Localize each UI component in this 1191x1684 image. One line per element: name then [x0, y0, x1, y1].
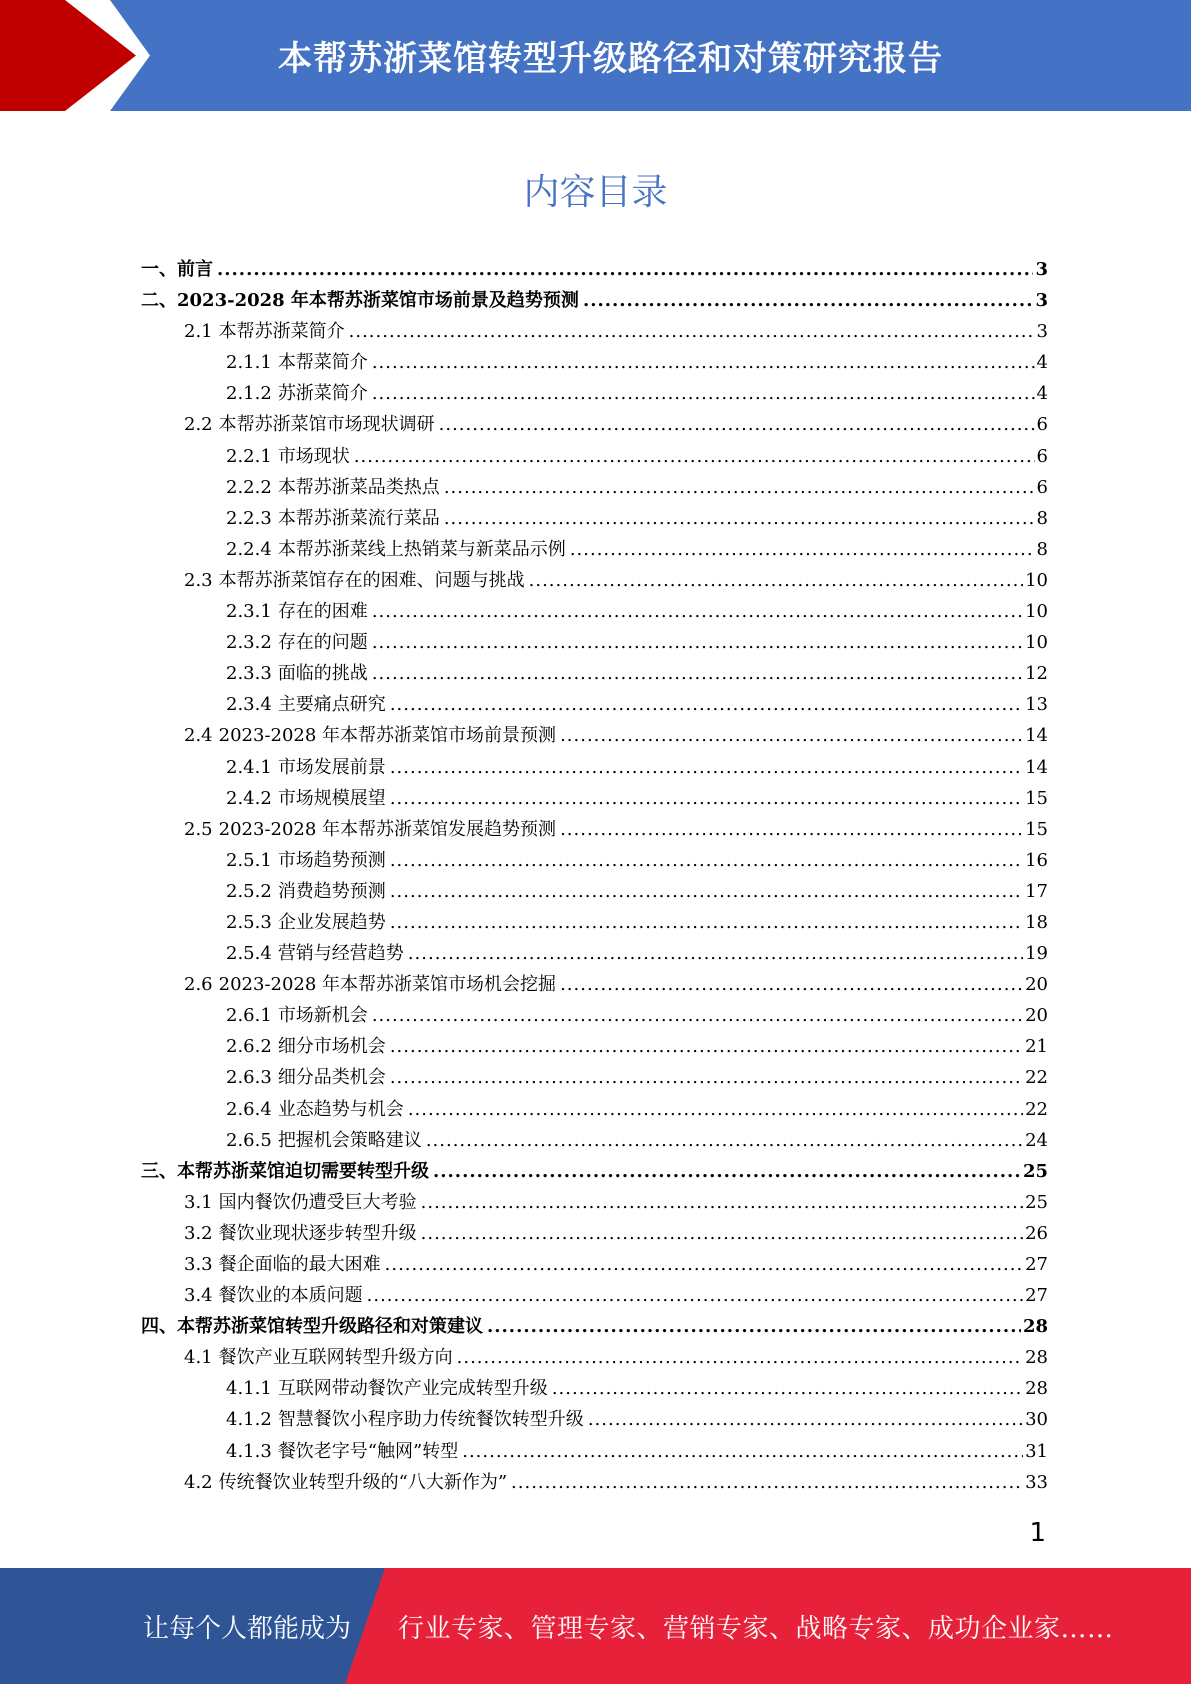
toc-entry-page: 6	[1036, 414, 1048, 436]
toc-entry[interactable]	[141, 658, 1048, 689]
toc-entry-page: 28	[1025, 1347, 1048, 1369]
toc-entry-page: 6	[1036, 445, 1048, 467]
toc-entry-page: 10	[1025, 632, 1048, 654]
toc-entry[interactable]	[141, 907, 1048, 938]
toc-entry-page: 22	[1025, 1067, 1048, 1089]
toc-entry[interactable]	[141, 1062, 1048, 1093]
toc-leader-dots	[552, 1373, 1023, 1404]
toc-entry-page: 6	[1036, 476, 1048, 498]
toc-entry-number: 2.2	[184, 414, 213, 436]
toc-leader-dots	[390, 907, 1023, 938]
toc-entry-number: 2.6.1	[226, 1005, 272, 1027]
toc-leader-dots	[444, 472, 1035, 503]
toc-entry-page: 33	[1025, 1471, 1048, 1493]
toc-leader-dots	[349, 316, 1035, 347]
toc-entry-page: 16	[1025, 849, 1048, 871]
toc-entry-label: 国内餐饮仍遭受巨大考验	[218, 1191, 417, 1213]
toc-entry-number: 2.6.5	[226, 1129, 272, 1151]
toc-entry-label: 传统餐饮业转型升级的“八大新作为”	[218, 1471, 508, 1493]
toc-entry-number: 4.1.3	[226, 1440, 272, 1462]
toc-entry-page: 14	[1025, 725, 1048, 747]
toc-entry-page: 21	[1025, 1036, 1048, 1058]
toc-entry-label: 消费趋势预测	[277, 880, 386, 902]
toc-entry-label: 餐饮老字号“触网”转型	[277, 1440, 459, 1462]
toc-leader-dots	[408, 1094, 1023, 1125]
toc-leader-dots	[439, 409, 1035, 440]
toc-entry-page: 8	[1036, 507, 1048, 529]
toc-entry-number: 4.1	[184, 1347, 213, 1369]
toc-entry-page: 3	[1036, 321, 1048, 343]
toc-leader-dots	[487, 1311, 1021, 1342]
toc-entry[interactable]	[141, 845, 1048, 876]
toc-entry-number: 2.3.4	[226, 694, 272, 716]
toc-leader-dots	[372, 627, 1023, 658]
toc-entry-label: 智慧餐饮小程序助力传统餐饮转型升级	[277, 1409, 584, 1431]
toc-entry-page: 17	[1025, 880, 1048, 902]
toc-leader-dots	[390, 876, 1023, 907]
toc-entry-page: 4	[1036, 383, 1048, 405]
toc-entry-page: 8	[1036, 538, 1048, 560]
toc-entry-number: 2.6.2	[226, 1036, 272, 1058]
toc-entry-label: 业态趋势与机会	[277, 1098, 404, 1120]
toc-entry-number: 2.3.1	[226, 601, 272, 623]
toc-leader-dots	[372, 378, 1035, 409]
toc-entry-label: 细分品类机会	[277, 1067, 386, 1089]
toc-leader-dots	[372, 658, 1023, 689]
toc-leader-dots	[372, 596, 1023, 627]
toc-entry[interactable]	[141, 1218, 1048, 1249]
toc-leader-dots	[588, 1404, 1023, 1435]
toc-entry-number: 2.2.4	[226, 538, 272, 560]
toc-entry[interactable]	[141, 1342, 1048, 1373]
toc-entry[interactable]	[141, 316, 1048, 347]
toc-entry-page: 20	[1025, 1005, 1048, 1027]
toc-entry-label: 三、本帮苏浙菜馆迫切需要转型升级	[141, 1160, 429, 1182]
toc-entry-label: 2023-2028 年本帮苏浙菜馆市场机会挖掘	[218, 974, 557, 996]
toc-entry-number: 2.1.1	[226, 352, 272, 374]
toc-entry[interactable]	[141, 1280, 1048, 1311]
toc-entry[interactable]	[141, 1000, 1048, 1031]
toc-entry-label: 营销与经营趋势	[277, 943, 404, 965]
toc-entry-label: 本帮苏浙菜品类热点	[277, 476, 440, 498]
page-header	[0, 0, 1191, 111]
toc-entry[interactable]	[141, 441, 1048, 472]
toc-leader-dots	[372, 1000, 1023, 1031]
toc-entry-page: 28	[1025, 1378, 1048, 1400]
report-title: 本帮苏浙菜馆转型升级路径和对策研究报告	[278, 39, 943, 79]
red-chevron-decoration	[0, 0, 150, 111]
toc-leader-dots	[560, 969, 1023, 1000]
toc-leader-dots	[408, 938, 1023, 969]
toc-entry-label: 本帮苏浙菜线上热销菜与新菜品示例	[277, 538, 566, 560]
toc-entry-page: 14	[1025, 756, 1048, 778]
toc-entry[interactable]	[141, 285, 1048, 316]
toc-entry-page: 27	[1025, 1254, 1048, 1275]
toc-entry-label: 本帮菜简介	[277, 352, 368, 374]
toc-entry-label: 餐饮业现状逐步转型升级	[218, 1222, 417, 1244]
toc-leader-dots	[583, 285, 1034, 316]
toc-leader-dots	[444, 503, 1035, 534]
toc-entry[interactable]	[141, 1031, 1048, 1062]
toc-entry[interactable]	[141, 1373, 1048, 1404]
toc-leader-dots	[511, 1467, 1023, 1498]
toc-entry-page: 28	[1022, 1316, 1048, 1338]
toc-leader-dots	[457, 1342, 1023, 1373]
toc-entry[interactable]	[141, 254, 1048, 285]
toc-entry-number: 2.5.2	[226, 880, 272, 902]
page-footer	[0, 1568, 1191, 1684]
toc-leader-dots	[354, 441, 1035, 472]
toc-entry-number: 2.4.2	[226, 787, 272, 809]
toc-entry[interactable]	[141, 689, 1048, 720]
toc-entry[interactable]	[141, 565, 1048, 596]
toc-entry-page: 13	[1025, 694, 1048, 716]
toc-entry-label: 存在的问题	[277, 632, 368, 654]
toc-leader-dots	[390, 1062, 1023, 1093]
toc-entry[interactable]	[141, 1125, 1048, 1156]
toc-entry-label: 市场趋势预测	[277, 849, 386, 871]
toc-entry-label: 本帮苏浙菜流行菜品	[277, 507, 440, 529]
toc-entry-page: 15	[1025, 818, 1048, 840]
toc-entry[interactable]	[141, 627, 1048, 658]
toc-entry-label: 企业发展趋势	[277, 911, 386, 933]
toc-entry-number: 2.2.2	[226, 476, 272, 498]
toc-entry[interactable]	[141, 783, 1048, 814]
toc-leader-dots	[217, 254, 1033, 285]
toc-entry-label: 把握机会策略建议	[277, 1129, 422, 1151]
toc-entry-number: 3.3	[184, 1254, 213, 1275]
toc-entry-label: 市场现状	[277, 445, 350, 467]
toc-entry[interactable]	[141, 1094, 1048, 1125]
toc-entry-page: 22	[1025, 1098, 1048, 1120]
toc-entry-number: 3.4	[184, 1285, 213, 1307]
toc-heading: 内容目录	[523, 172, 668, 213]
toc-leader-dots	[372, 347, 1035, 378]
toc-entry-label: 市场发展前景	[277, 756, 386, 778]
toc-entry[interactable]	[141, 1156, 1048, 1187]
toc-entry-label: 餐企面临的最大困难	[218, 1254, 381, 1275]
toc-entry-number: 4.1.2	[226, 1409, 272, 1431]
toc-entry-number: 4.2	[184, 1471, 213, 1493]
toc-entry-number: 2.2.3	[226, 507, 272, 529]
toc-entry[interactable]	[141, 534, 1048, 565]
toc-entry-page: 31	[1025, 1440, 1048, 1462]
toc-entry-label: 细分市场机会	[277, 1036, 386, 1058]
toc-entry-page: 10	[1025, 569, 1048, 591]
toc-entry[interactable]	[141, 1404, 1048, 1435]
toc-entry-page: 3	[1035, 290, 1048, 312]
footer-slogan-right: 行业专家、管理专家、营销专家、战略专家、成功企业家……	[398, 1613, 1114, 1644]
toc-leader-dots	[426, 1125, 1023, 1156]
toc-entry[interactable]	[141, 503, 1048, 534]
toc-leader-dots	[390, 845, 1023, 876]
toc-leader-dots	[570, 534, 1035, 565]
toc-entry-label: 本帮苏浙菜馆存在的困难、问题与挑战	[218, 569, 525, 591]
toc-entry-label: 苏浙菜简介	[277, 383, 368, 405]
toc-entry[interactable]	[141, 596, 1048, 627]
toc-entry[interactable]	[141, 969, 1048, 1000]
toc-entry-label: 主要痛点研究	[277, 694, 386, 716]
toc-entry-number: 2.2.1	[226, 445, 272, 467]
toc-entry-number: 3.2	[184, 1222, 213, 1244]
page-number: 1	[1029, 1518, 1046, 1548]
toc-entry-number: 4.1.1	[226, 1378, 272, 1400]
toc-entry[interactable]	[141, 378, 1048, 409]
toc-entry-page: 30	[1025, 1409, 1048, 1431]
toc-leader-dots	[560, 720, 1023, 751]
toc-entry-number: 2.4	[184, 725, 213, 747]
toc-entry[interactable]	[141, 1467, 1048, 1498]
toc-leader-dots	[421, 1187, 1023, 1218]
toc-entry-number: 2.3	[184, 569, 213, 591]
toc-entry-number: 2.4.1	[226, 756, 272, 778]
toc-entry[interactable]	[141, 1311, 1048, 1342]
toc-entry-page: 15	[1025, 787, 1048, 809]
toc-entry-page: 27	[1025, 1285, 1048, 1307]
toc-entry-number: 2.1	[184, 321, 213, 343]
toc-entry-page: 3	[1035, 259, 1048, 280]
toc-leader-dots	[390, 783, 1023, 814]
toc-entry-label: 面临的挑战	[277, 663, 368, 685]
toc-entry-label: 2023-2028 年本帮苏浙菜馆发展趋势预测	[218, 818, 557, 840]
toc-entry-page: 25	[1025, 1191, 1048, 1213]
toc-entry-page: 24	[1025, 1129, 1048, 1151]
toc-entry[interactable]	[141, 752, 1048, 783]
toc-entry-page: 18	[1025, 911, 1048, 933]
toc-entry-label: 二、2023-2028 年本帮苏浙菜馆市场前景及趋势预测	[141, 290, 579, 312]
toc-entry-number: 2.5	[184, 818, 213, 840]
toc-entry-number: 2.6.3	[226, 1067, 272, 1089]
toc-entry-page: 20	[1025, 974, 1048, 996]
toc-entry-number: 2.3.3	[226, 663, 272, 685]
toc-entry[interactable]	[141, 409, 1048, 440]
toc-leader-dots	[529, 565, 1023, 596]
toc-entry-page: 12	[1025, 663, 1048, 685]
toc-entry-number: 2.1.2	[226, 383, 272, 405]
toc-entry-page: 19	[1025, 943, 1048, 965]
toc-leader-dots	[385, 1249, 1023, 1280]
toc-entry-page: 26	[1025, 1222, 1048, 1244]
toc-entry-label: 餐饮业的本质问题	[218, 1285, 363, 1307]
toc-entry-label: 互联网带动餐饮产业完成转型升级	[277, 1378, 548, 1400]
toc-entry[interactable]	[141, 720, 1048, 751]
toc-leader-dots	[462, 1436, 1023, 1467]
toc-entry-label: 市场规模展望	[277, 787, 386, 809]
toc-entry-label: 本帮苏浙菜简介	[218, 321, 345, 343]
toc-entry-label: 市场新机会	[277, 1005, 368, 1027]
toc-entry-label: 一、前言	[141, 259, 213, 280]
toc-entry-label: 餐饮产业互联网转型升级方向	[218, 1347, 453, 1369]
toc-leader-dots	[560, 814, 1023, 845]
table-of-contents	[141, 254, 1048, 1498]
toc-leader-dots	[421, 1218, 1023, 1249]
toc-leader-dots	[390, 689, 1023, 720]
toc-entry[interactable]	[141, 814, 1048, 845]
toc-entry[interactable]	[141, 876, 1048, 907]
toc-leader-dots	[390, 752, 1023, 783]
toc-entry[interactable]	[141, 1187, 1048, 1218]
toc-entry[interactable]	[141, 1249, 1048, 1280]
toc-entry-number: 2.6.4	[226, 1098, 272, 1120]
footer-slogan-left: 让每个人都能成为	[143, 1613, 352, 1644]
toc-entry[interactable]	[141, 938, 1048, 969]
toc-entry-label: 本帮苏浙菜馆市场现状调研	[218, 414, 435, 436]
toc-entry-page: 4	[1036, 352, 1048, 374]
toc-entry-number: 2.6	[184, 974, 213, 996]
toc-entry-number: 2.5.3	[226, 911, 272, 933]
toc-entry-label: 2023-2028 年本帮苏浙菜馆市场前景预测	[218, 725, 557, 747]
toc-entry-page: 25	[1022, 1160, 1048, 1182]
toc-entry[interactable]	[141, 347, 1048, 378]
toc-entry-number: 3.1	[184, 1191, 213, 1213]
toc-leader-dots	[367, 1280, 1023, 1311]
toc-entry[interactable]	[141, 472, 1048, 503]
toc-entry-label: 存在的困难	[277, 601, 368, 623]
toc-entry-number: 2.3.2	[226, 632, 272, 654]
toc-entry-number: 2.5.4	[226, 943, 272, 965]
toc-entry-page: 10	[1025, 601, 1048, 623]
toc-leader-dots	[433, 1156, 1021, 1187]
toc-entry-label: 四、本帮苏浙菜馆转型升级路径和对策建议	[141, 1316, 483, 1338]
toc-entry-number: 2.5.1	[226, 849, 272, 871]
toc-entry[interactable]	[141, 1436, 1048, 1467]
toc-leader-dots	[390, 1031, 1023, 1062]
